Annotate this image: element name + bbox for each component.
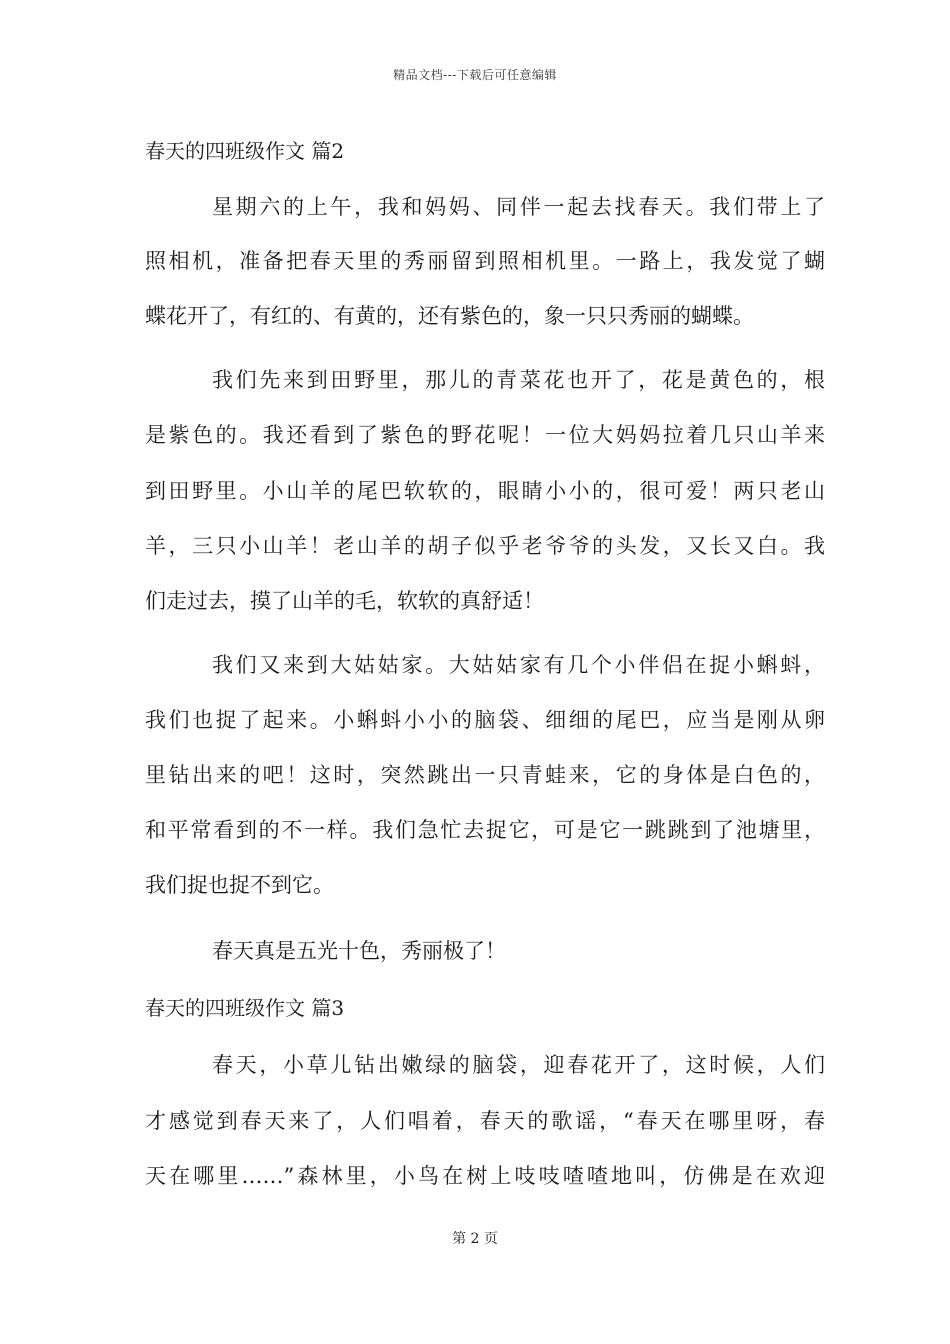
text-line: 到田野里。小山羊的尾巴软软的，眼睛小小的，很可爱！两只老山 bbox=[145, 479, 825, 503]
section-title: 春天的四班级作文 篇3 bbox=[145, 996, 345, 1020]
text-line: 天在哪里……”森林里，小鸟在树上吱吱喳喳地叫，仿佛是在欢迎 bbox=[145, 1164, 825, 1188]
text-line: 们走过去，摸了山羊的毛，软软的真舒适！ bbox=[145, 589, 544, 613]
text-line: 我们捉也捉不到它。 bbox=[145, 873, 334, 897]
text-line: 是紫色的。我还看到了紫色的野花呢！一位大妈妈拉着几只山羊来 bbox=[145, 423, 825, 447]
text-line: 我们也捉了起来。小蝌蚪小小的脑袋、细细的尾巴，应当是刚从卵 bbox=[145, 708, 825, 732]
text-line: 和平常看到的不一样。我们急忙去捉它，可是它一跳跳到了池塘里， bbox=[145, 818, 825, 842]
text-line: 春天，小草儿钻出嫩绿的脑袋，迎春花开了，这时候，人们 bbox=[212, 1053, 825, 1077]
section-title: 春天的四班级作文 篇2 bbox=[145, 139, 345, 163]
page-number: 第 2 页 bbox=[452, 1231, 498, 1247]
text-line: 羊，三只小山羊！老山羊的胡子似乎老爷爷的头发，又长又白。我 bbox=[145, 534, 825, 558]
text-line: 我们先来到田野里，那儿的青菜花也开了，花是黄色的，根 bbox=[212, 368, 825, 392]
text-line: 才感觉到春天来了，人们唱着，春天的歌谣，“春天在哪里呀，春 bbox=[145, 1109, 825, 1133]
text-line: 蝶花开了，有红的、有黄的，还有紫色的，象一只只秀丽的蝴蝶。 bbox=[145, 304, 754, 328]
text-line: 星期六的上午，我和妈妈、同伴一起去找春天。我们带上了 bbox=[212, 195, 825, 219]
text-line: 里钻出来的吧！这时，突然跳出一只青蛙来，它的身体是白色的， bbox=[145, 763, 825, 787]
text-line: 照相机，准备把春天里的秀丽留到照相机里。一路上，我发觉了蝴 bbox=[145, 249, 825, 273]
text-line: 我们又来到大姑姑家。大姑姑家有几个小伴侣在捉小蝌蚪， bbox=[212, 653, 825, 677]
page-header: 精品文档---下载后可任意编辑 bbox=[393, 68, 557, 82]
text-line: 春天真是五光十色，秀丽极了！ bbox=[212, 939, 506, 963]
